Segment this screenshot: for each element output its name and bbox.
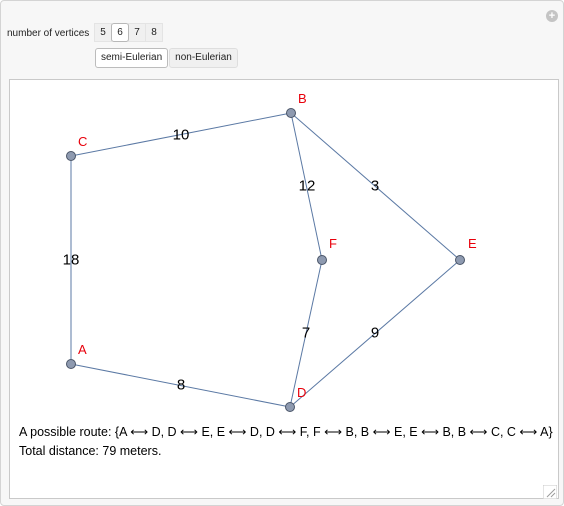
edge-weight-b-f: 12 (298, 177, 316, 195)
vertex-label-f: F (329, 236, 337, 251)
route-text: A possible route: {A ⟷ D, D ⟷ E, E ⟷ D, D ⟷ F, F ⟷ B, B ⟷ E, E ⟷ B, B ⟷ C, C ⟷ A} (19, 425, 553, 439)
vertex-e (456, 256, 465, 265)
vertex-label-d: D (297, 385, 307, 400)
semi-eulerian-button[interactable]: semi-Eulerian (95, 48, 168, 68)
vertex-a (67, 360, 76, 369)
vertex-option-5[interactable]: 5 (94, 23, 112, 42)
vertex-label-c: C (78, 134, 88, 149)
vertex-option-7[interactable]: 7 (128, 23, 146, 42)
vertex-b (287, 109, 296, 118)
vertex-label-b: B (298, 91, 307, 106)
output-panel (9, 79, 559, 499)
vertex-c (67, 152, 76, 161)
resize-handle-icon[interactable] (543, 485, 557, 499)
number-of-vertices-label: number of vertices (7, 28, 90, 39)
vertex-label-a: A (78, 342, 87, 357)
weights-layer (63, 127, 380, 394)
vertex-labels-layer (78, 91, 477, 400)
plus-icon[interactable]: + (546, 10, 558, 22)
edges-layer (71, 113, 460, 407)
graph-canvas (10, 80, 558, 420)
graph-type-setter (95, 48, 239, 68)
vertex-option-8[interactable]: 8 (145, 23, 163, 42)
edge-weight-c-a: 18 (62, 251, 80, 269)
edge-weight-b-e: 3 (370, 177, 380, 195)
vertex-option-6[interactable]: 6 (111, 23, 129, 42)
vertex-f (318, 256, 327, 265)
non-eulerian-button[interactable]: non-Eulerian (169, 48, 238, 68)
vertex-count-setter (95, 23, 163, 42)
total-distance-text: Total distance: 79 meters. (19, 444, 162, 458)
vertex-label-e: E (468, 236, 477, 251)
edge-weight-f-d: 7 (301, 324, 311, 342)
vertices-layer (67, 109, 465, 412)
edge-weight-e-d: 9 (370, 324, 380, 342)
vertex-d (286, 403, 295, 412)
edge-weight-c-b: 10 (172, 126, 190, 144)
edge-weight-a-d: 8 (176, 376, 186, 394)
